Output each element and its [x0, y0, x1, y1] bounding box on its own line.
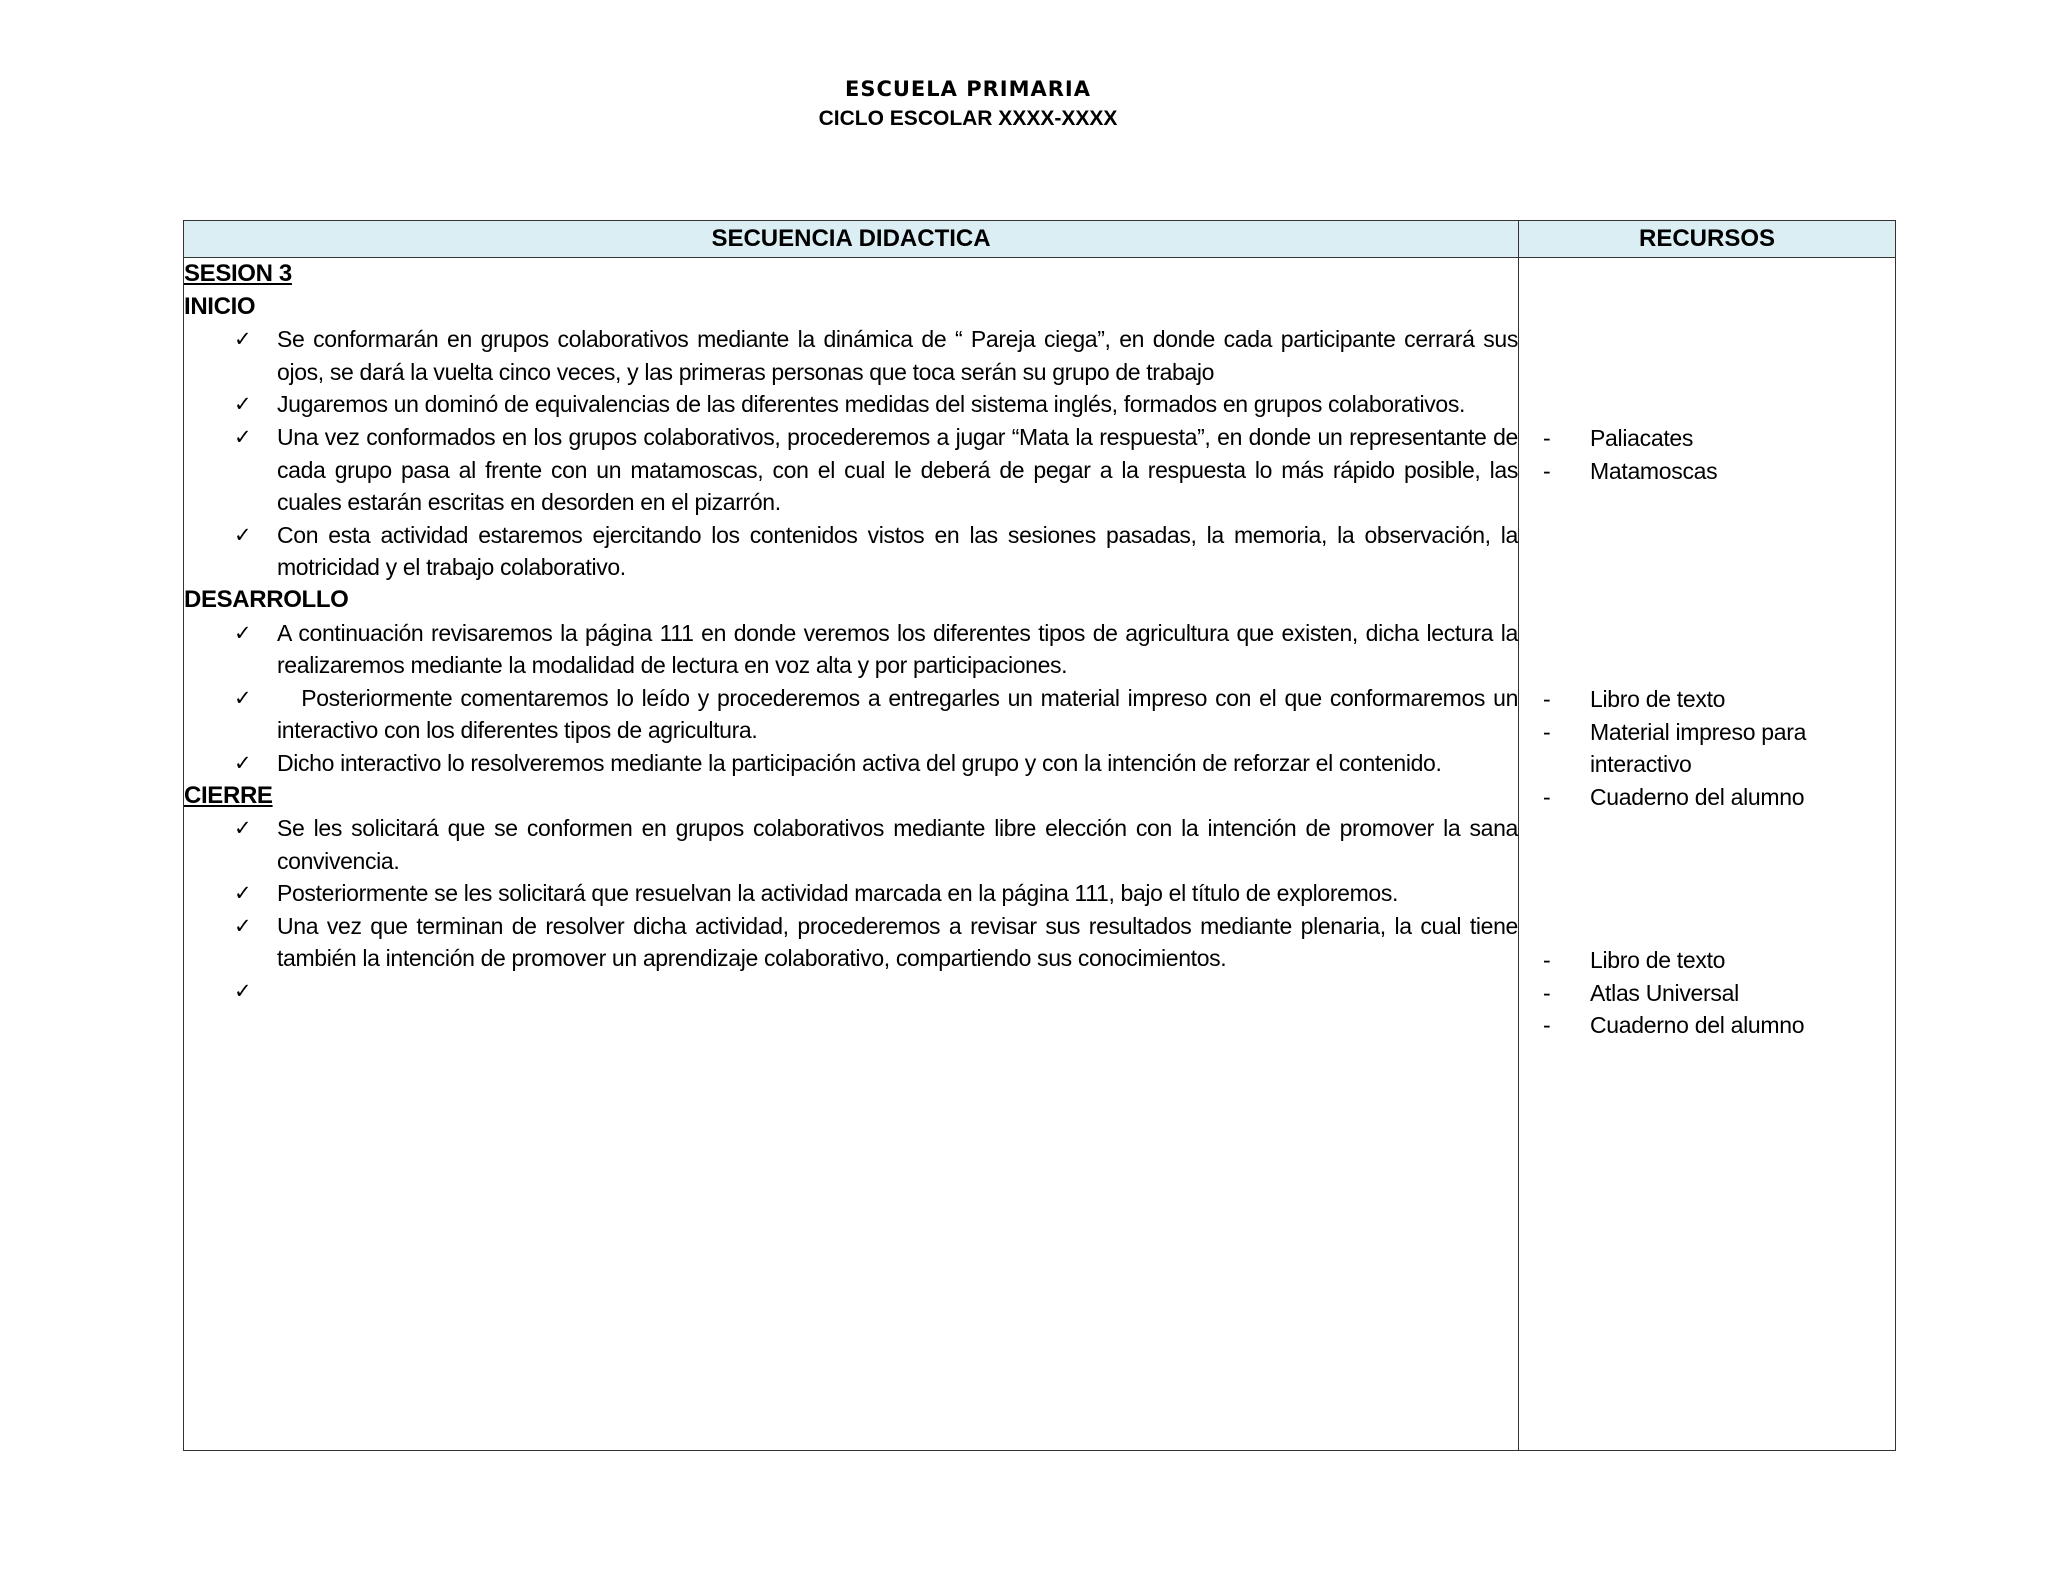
list-item-text: Posteriormente se les solicitará que resuelvan la actividad marcada en la página 111, bajo el título de exploremos. [277, 880, 1399, 907]
check-icon: ✓ [234, 913, 252, 938]
resource-label: Libro de texto [1590, 686, 1726, 712]
sequence-cell [184, 258, 1519, 1451]
resource-label: Paliacates [1590, 425, 1694, 451]
list-item-text: Se les solicitará que se conformen en grupos colaborativos mediante libre elección con la intención de promover la sana convivencia. [277, 815, 1518, 874]
check-icon: ✓ [234, 327, 252, 352]
resource-item [1519, 455, 1895, 488]
dash-bullet: - [1543, 718, 1551, 745]
list-item-text: A continuación revisaremos la página 111 en donde veremos los diferentes tipos de agricultura que existen, dicha lectura la realizaremos mediante la modalidad de lectura en voz alta y por participaciones. [277, 619, 1518, 679]
resource-item [1519, 1009, 1895, 1042]
dash-bullet: - [1543, 947, 1551, 973]
resources-cell [1519, 258, 1896, 1451]
list-item-text: Con esta actividad estaremos ejercitando los contenidos vistos en las sesiones pasadas, la memoria, la observación, la motricidad y el trabajo colaborativo. [277, 521, 1518, 581]
check-icon: ✓ [234, 750, 252, 775]
list-item [184, 421, 1518, 519]
check-icon: ✓ [234, 881, 252, 906]
dash-bullet: - [1543, 1012, 1551, 1039]
resource-label: Cuaderno del alumno [1590, 783, 1805, 810]
resource-item [1519, 716, 1895, 781]
school-name: ESCUELA PRIMARIA [845, 77, 1091, 101]
check-icon: ✓ [234, 620, 252, 645]
resource-label: Libro de texto [1590, 947, 1726, 973]
list-item [184, 682, 1518, 747]
dash-bullet: - [1543, 783, 1551, 810]
check-icon: ✓ [234, 685, 252, 710]
list-item [184, 323, 1518, 388]
list-item-text: Se conformarán en grupos colaborativos mediante la dinámica de “ Pareja ciega”, en donde cada participante cerrará sus ojos, se dará la vuelta cinco veces, y las primeras personas que toca serán su grupo de trabajo [277, 326, 1518, 385]
check-icon: ✓ [234, 522, 252, 547]
section-title-inicio: INICIO [184, 292, 256, 320]
section-title-desarrollo: DESARROLLO [184, 585, 349, 613]
column-header-secuencia: SECUENCIA DIDACTICA [184, 221, 1519, 258]
resource-label: Matamoscas [1590, 457, 1718, 484]
list-item [184, 519, 1518, 584]
check-icon: ✓ [234, 424, 252, 449]
list-item-text: Una vez que terminan de resolver dicha actividad, procederemos a revisar sus resultados mediante plenaria, la cual tiene también la intención de promover un aprendizaje colaborativo, compartiendo sus conocimientos. [277, 912, 1518, 972]
session-title: SESION 3 [184, 260, 292, 287]
lesson-plan-table [183, 220, 1896, 1451]
list-item [184, 812, 1518, 877]
dash-bullet: - [1543, 979, 1551, 1006]
dash-bullet: - [1543, 457, 1551, 484]
list-item-text: Una vez conformados en los grupos colaborativos, procederemos a jugar “Mata la respuesta”, en donde un representante de cada grupo pasa al frente con un matamoscas, con el cual le deberá de pegar a la respuesta lo más rápido posible, las cuales estarán escritas en desorden en el pizarrón. [277, 423, 1518, 516]
resource-label: Atlas Universal [1590, 979, 1739, 1006]
resources-cierre [1519, 944, 1895, 1042]
inicio-list [184, 323, 1518, 584]
resources-desarrollo [1519, 683, 1895, 813]
cierre-list [184, 812, 1518, 1008]
list-item [184, 975, 1518, 1008]
list-item [184, 617, 1518, 682]
dash-bullet: - [1543, 425, 1551, 451]
resource-label: Cuaderno del alumno [1590, 1012, 1805, 1039]
resource-item [1519, 781, 1895, 814]
list-item-text: Jugaremos un dominó de equivalencias de las diferentes medidas del sistema inglés, formados en grupos colaborativos. [277, 391, 1466, 418]
section-title-cierre: CIERRE [184, 781, 273, 809]
desarrollo-list [184, 617, 1518, 780]
list-item-text: Dicho interactivo lo resolveremos mediante la participación activa del grupo y con la intención de reforzar el contenido. [277, 749, 1442, 776]
check-icon: ✓ [234, 392, 252, 417]
resource-item [1519, 944, 1895, 977]
resource-item [1519, 683, 1895, 716]
resource-label: Material impreso para interactivo [1590, 718, 1807, 778]
list-item [184, 910, 1518, 975]
check-icon: ✓ [234, 979, 252, 1004]
column-header-recursos: RECURSOS [1519, 221, 1896, 258]
dash-bullet: - [1543, 686, 1551, 712]
resource-item [1519, 422, 1895, 455]
resources-inicio [1519, 422, 1895, 487]
school-cycle: CICLO ESCOLAR XXXX-XXXX [818, 107, 1118, 130]
list-item [184, 747, 1518, 780]
list-item [184, 388, 1518, 421]
list-item [184, 877, 1518, 910]
check-icon: ✓ [234, 816, 252, 841]
resource-item [1519, 977, 1895, 1010]
list-item-text: Posteriormente comentaremos lo leído y procederemos a entregarles un material impreso con el que conformaremos un interactivo con los diferentes tipos de agricultura. [277, 684, 1519, 744]
document-header [0, 74, 1936, 134]
